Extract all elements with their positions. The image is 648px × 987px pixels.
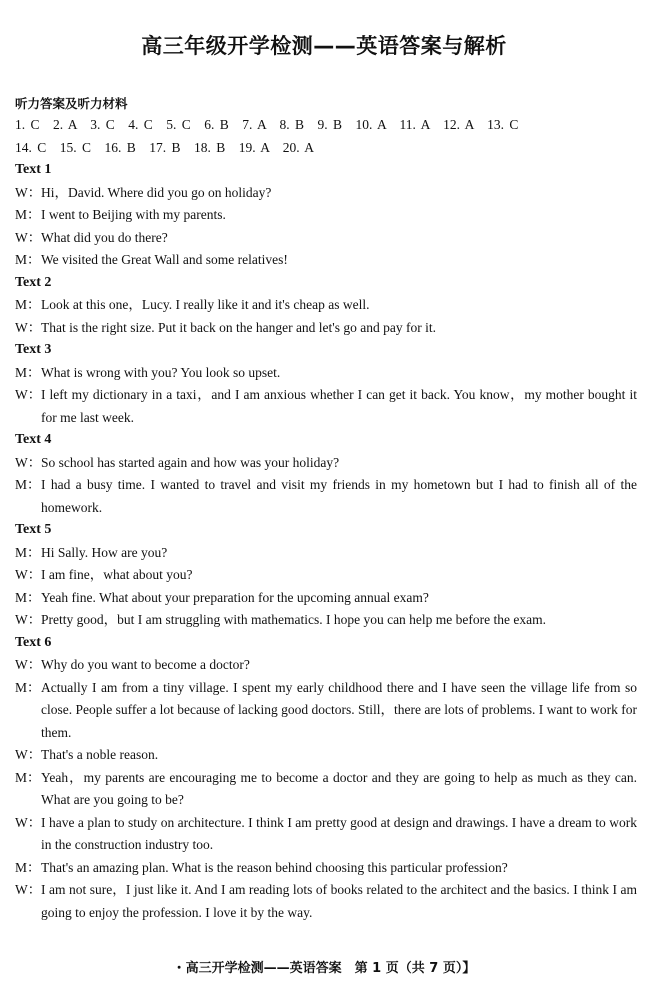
dialogue-text: I went to Beijing with my parents.: [41, 207, 226, 222]
dialogue-line: [15, 677, 637, 745]
transcript-heading: Text 6: [15, 634, 52, 650]
speaker-label: M：: [15, 477, 41, 492]
dialogue-line: [15, 362, 637, 385]
dialogue-line: [15, 384, 637, 429]
dialogue-text: That is the right size. Put it back on the hanger and let's go and pay for it.: [41, 319, 436, 335]
speaker-label: W：: [15, 747, 42, 762]
dialogue-line: [15, 474, 637, 519]
dialogue-line: [15, 227, 637, 250]
dialogue-text: What is wrong with you? You look so upset.: [41, 364, 281, 380]
dialogue-line: [15, 812, 637, 857]
dialogue-line: [15, 452, 637, 475]
transcript-section: [15, 429, 637, 519]
dialogue-line: [15, 857, 637, 880]
speaker-label: W：: [15, 387, 42, 402]
dialogue-line: [15, 182, 637, 205]
dialogue-line: [15, 204, 637, 227]
dialogue-text: Yeah fine. What about your preparation for the upcoming annual exam?: [41, 589, 429, 605]
speaker-label: W：: [15, 612, 42, 627]
speaker-label: M：: [15, 544, 41, 560]
section-title: 听力答案及听力材料: [15, 96, 128, 111]
speaker-label: W：: [15, 567, 42, 582]
speaker-label: W：: [15, 657, 42, 672]
listening-transcripts: [15, 159, 637, 924]
transcript-heading: Text 5: [15, 522, 52, 537]
dialogue-text: We visited the Great Wall and some relatives!: [41, 252, 288, 267]
page-footer: ・高三开学检测——英语答案 第 1 页（共 7 页）】: [172, 961, 476, 976]
dialogue-line: [15, 542, 637, 565]
dialogue-text: Why do you want to become a doctor?: [41, 657, 250, 672]
dialogue-text: So school has started again and how was your holiday?: [41, 454, 340, 470]
dialogue-text: That's an amazing plan. What is the reason behind choosing this particular profession?: [41, 859, 508, 875]
speaker-label: M：: [15, 207, 41, 222]
speaker-label: M：: [15, 679, 41, 695]
dialogue-text: What did you do there?: [41, 229, 168, 245]
speaker-label: W：: [15, 454, 42, 470]
speaker-label: M：: [15, 364, 41, 380]
dialogue-text: That's a noble reason.: [41, 747, 159, 762]
page-title: 高三年级开学检测——英语答案与解析: [141, 34, 507, 58]
dialogue-text: Hi，David. Where did you go on holiday?: [41, 184, 272, 200]
dialogue-line: [15, 587, 637, 610]
transcript-section: [15, 159, 637, 272]
transcript-heading: Text 4: [15, 432, 52, 447]
dialogue-text: Hi Sally. How are you?: [41, 544, 168, 560]
dialogue-text: I am fine，what about you?: [41, 567, 193, 582]
answer-line: 14. C 15. C 16. B 17. B 18. B 19. A 20. A: [15, 139, 315, 155]
dialogue-text: I left my dictionary in a taxi，and I am anxious whether I can get it back. You know，my mother bought it for me last week.: [41, 387, 637, 425]
dialogue-line: [15, 564, 637, 587]
dialogue-line: [15, 654, 637, 677]
dialogue-text: Pretty good，but I am struggling with mathematics. I hope you can help me before the exam.: [41, 612, 546, 627]
transcript-section: [15, 519, 637, 632]
transcript-heading: Text 3: [15, 342, 52, 357]
dialogue-line: [15, 249, 637, 272]
answer-key: [15, 114, 637, 159]
dialogue-line: [15, 609, 637, 632]
dialogue-line: [15, 879, 637, 924]
speaker-label: W：: [15, 319, 42, 335]
speaker-label: W：: [15, 229, 42, 245]
transcript-section: [15, 272, 637, 340]
dialogue-text: Actually I am from a tiny village. I spent my early childhood there and I have seen the village life from so close. People suffer a lot because of lacking good doctors. Still，there are lots of problems. I want to work for them.: [41, 679, 637, 740]
dialogue-line: [15, 317, 637, 340]
document-body: [15, 94, 637, 924]
transcript-section: [15, 632, 637, 925]
dialogue-line: [15, 767, 637, 812]
speaker-label: W：: [15, 882, 42, 897]
dialogue-line: [15, 294, 637, 317]
dialogue-line: [15, 744, 637, 767]
speaker-label: M：: [15, 589, 41, 605]
dialogue-text: Yeah，my parents are encouraging me to become a doctor and they are going to help as much as they can. What are you going to be?: [41, 769, 637, 807]
speaker-label: M：: [15, 252, 41, 267]
speaker-label: W：: [15, 184, 42, 200]
dialogue-text: I have a plan to study on architecture. I think I am pretty good at design and drawings. I have a dream to work in the construction industry too.: [41, 814, 637, 852]
transcript-heading: Text 2: [15, 274, 52, 290]
dialogue-text: I had a busy time. I wanted to travel and visit my friends in my hometown but I had to finish all of the homework.: [41, 477, 637, 515]
speaker-label: M：: [15, 297, 41, 312]
speaker-label: W：: [15, 814, 42, 830]
transcript-section: [15, 339, 637, 429]
dialogue-text: Look at this one，Lucy. I really like it and it's cheap as well.: [41, 297, 370, 312]
dialogue-text: I am not sure，I just like it. And I am reading lots of books related to the architect and the basics. I think I am going to enjoy the profession. I love it by the way.: [41, 882, 637, 920]
speaker-label: M：: [15, 769, 41, 785]
transcript-heading: Text 1: [15, 162, 52, 177]
speaker-label: M：: [15, 859, 41, 875]
answer-line: 1. C 2. A 3. C 4. C 5. C 6. B 7. A 8. B 9. B 10. A 11. A 12. A 13. C: [15, 117, 519, 132]
